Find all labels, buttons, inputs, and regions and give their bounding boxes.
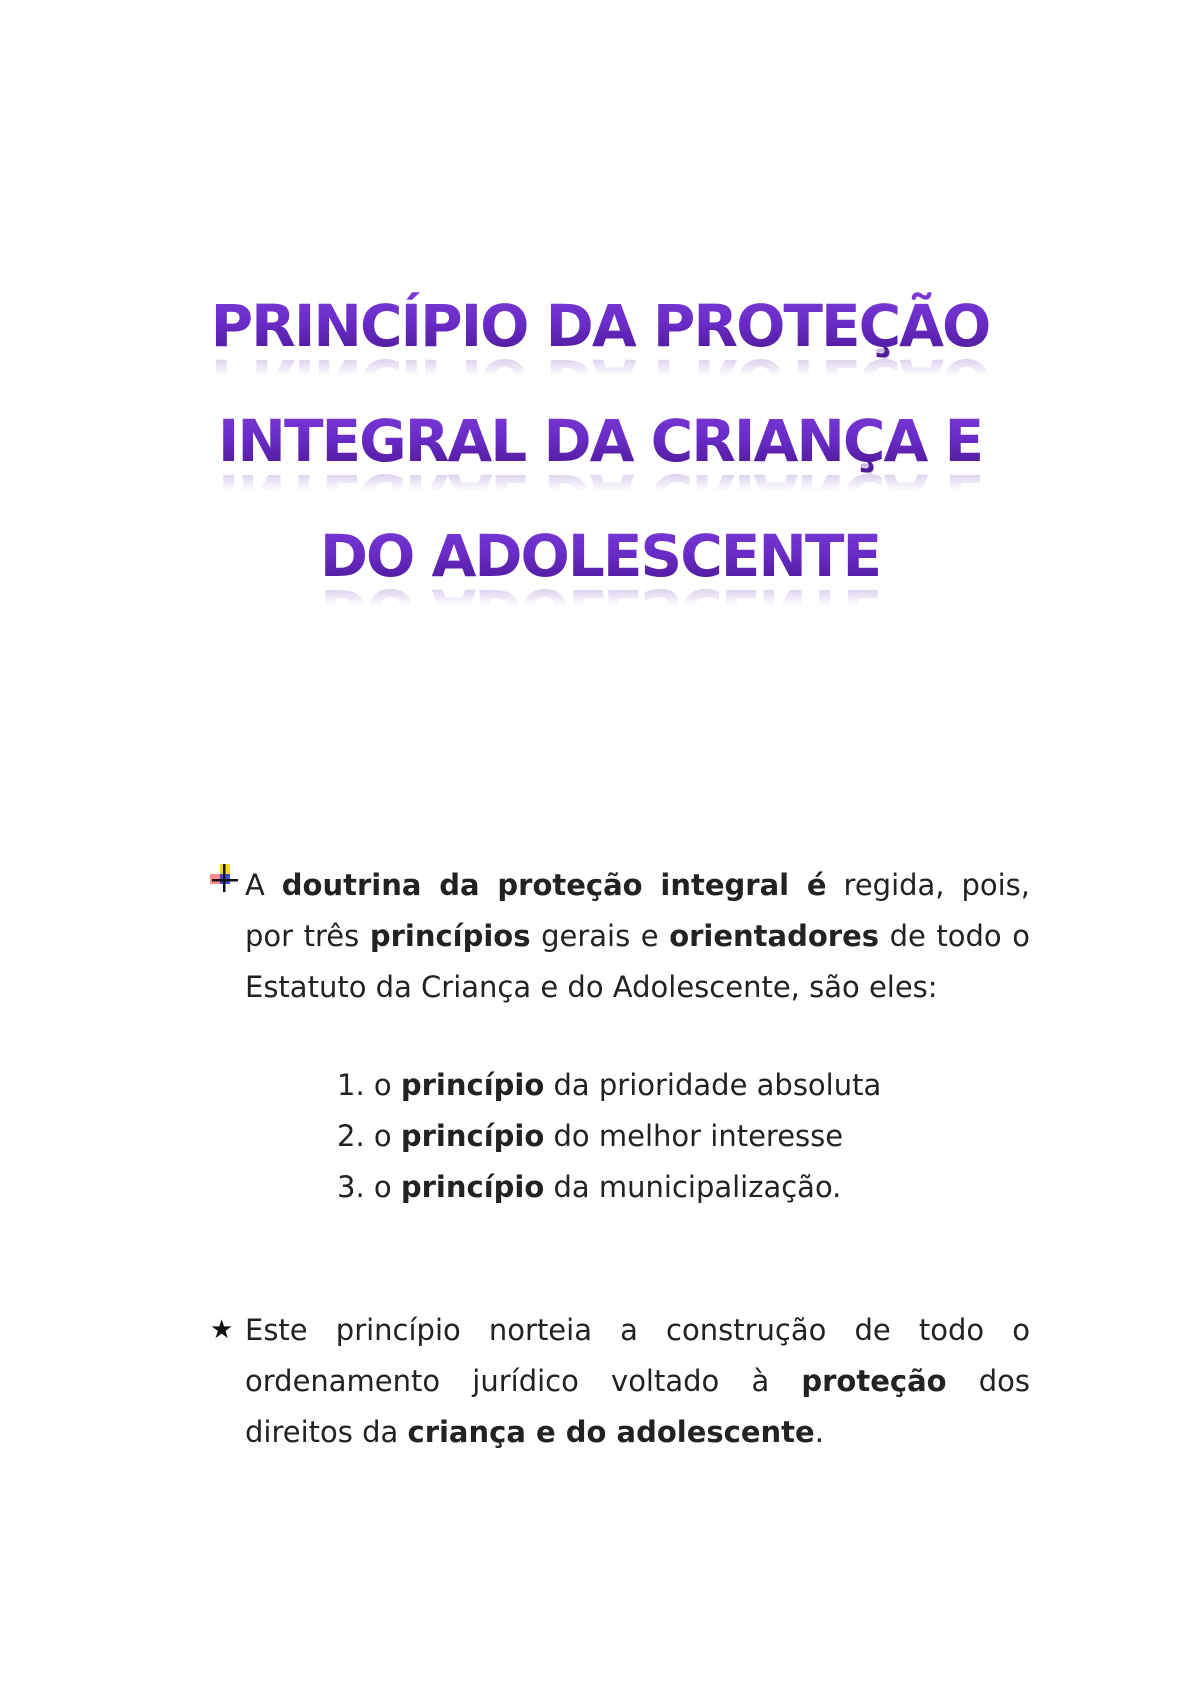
title-line-3: DO ADOLESCENTE xyxy=(0,522,1200,590)
paragraph-doutrina xyxy=(245,860,1030,1013)
text-segment: gerais e xyxy=(530,919,670,953)
text-segment: A xyxy=(245,868,282,902)
colored-cross-bullet-icon xyxy=(208,862,240,894)
title-line-2: INTEGRAL DA CRIANÇA E xyxy=(0,407,1200,475)
list-number: 1. xyxy=(337,1068,365,1102)
text-segment: o xyxy=(373,1119,401,1153)
text-segment: da prioridade absoluta xyxy=(544,1068,882,1102)
text-segment: o xyxy=(373,1068,401,1102)
bold-segment: princípio xyxy=(400,1068,545,1102)
bold-segment: princípio xyxy=(400,1170,545,1204)
bold-segment: orientadores xyxy=(669,919,880,953)
text-segment: da municipalização. xyxy=(544,1170,842,1204)
bold-segment: doutrina da proteção integral é xyxy=(281,868,827,902)
list-number: 3. xyxy=(337,1170,365,1204)
list-item xyxy=(337,1060,881,1111)
text-segment: o xyxy=(373,1170,401,1204)
text-segment: de todo o Estatuto da Criança e do Adolescente, são eles: xyxy=(245,919,1030,1004)
bold-segment: criança e do adolescente xyxy=(407,1415,815,1449)
list-item xyxy=(337,1162,881,1213)
paragraph-norteia xyxy=(245,1305,1030,1458)
text-segment: do melhor interesse xyxy=(544,1119,844,1153)
text-segment: regida, pois, por três xyxy=(245,868,1030,953)
bold-segment: princípio xyxy=(400,1119,545,1153)
bold-segment: princípios xyxy=(369,919,531,953)
star-icon: ★ xyxy=(210,1315,234,1345)
text-segment: . xyxy=(814,1415,824,1449)
text-segment: Este princípio norteia a construção de todo o ordenamento jurídico voltado à xyxy=(245,1313,1030,1398)
list-item xyxy=(337,1111,881,1162)
title-line-1: PRINCÍPIO DA PROTEÇÃO xyxy=(0,292,1200,360)
list-number: 2. xyxy=(337,1119,365,1153)
bold-segment: proteção xyxy=(801,1364,947,1398)
text-segment: dos direitos da xyxy=(245,1364,1030,1449)
principles-list xyxy=(337,1060,881,1213)
